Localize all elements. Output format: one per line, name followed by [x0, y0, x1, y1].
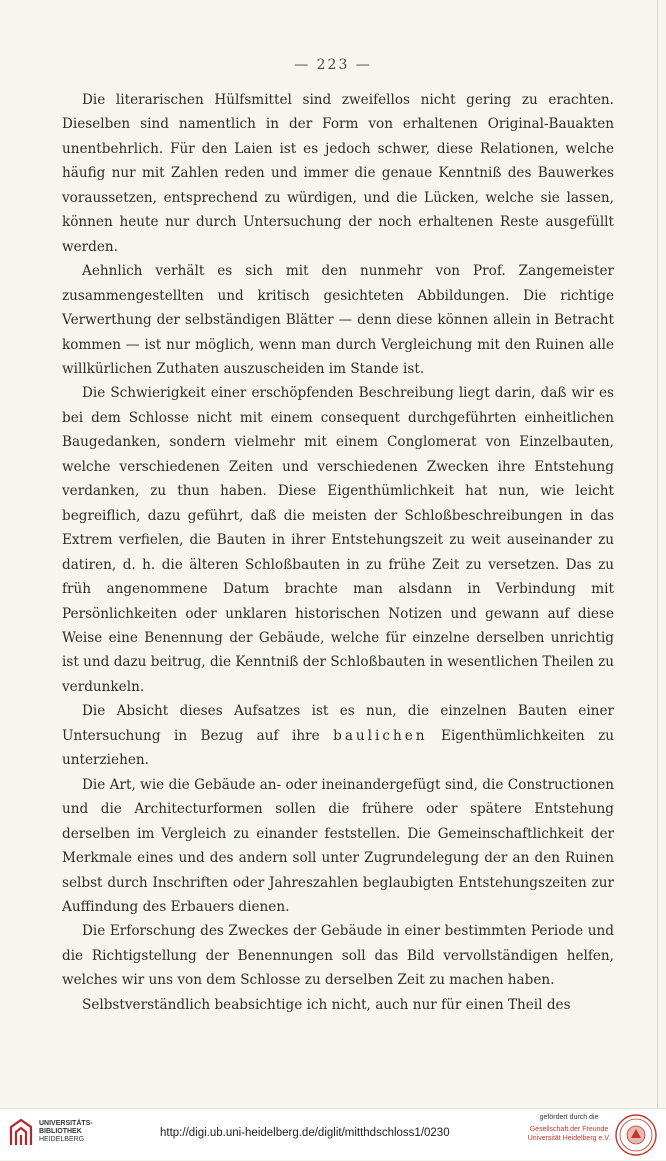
library-line-1: UNIVERSITÄTS-	[39, 1120, 93, 1127]
permalink-url[interactable]: http://digi.ub.uni-heidelberg.de/diglit/mitthdschloss1/0230	[160, 1127, 450, 1139]
paragraph-text: Die Schwierigkeit einer erschöpfenden Beschreibung liegt darin, daß wir es bei dem Schlosse nicht mit einem consequent durchgeführten einheitlichen Baugedanken, sondern vielmehr mit einem Conglomerat von Einzelbauten, welche verschiedenen Zeiten und verschiedenen Zwecken ihre Entstehung verdanken, zu thun haben. Diese Eigenthümlichkeit hat nun, wie leicht begreiflich, dazu geführt, daß die meisten der Schloßbeschreibungen in das Extrem verfielen, die Bauten in ihrer Entstehungszeit zu weit auseinander zu datiren, d. h. die älteren Schloßbauten in zu frühe Zeit zu versetzen. Das zu früh angenommene Datum brachte man alsdann in Verbindung mit Persönlichkeiten oder unklaren historischen Notizen und gewann auf diese Weise eine Benennung der Gebäude, welche für einzelne derselben unrichtig ist und dazu beitrug, die Kenntniß der Schloßbauten in wesentlichen Theilen zu verdunkeln.	[62, 385, 614, 695]
paragraph	[62, 699, 614, 772]
body-text	[62, 88, 614, 1017]
paragraph-text: Selbstverständlich beabsichtige ich nicht, auch nur für einen Theil des	[82, 996, 571, 1013]
paragraph	[62, 773, 614, 920]
sponsor-name-line-2: Universität Heidelberg e.V.	[527, 1134, 611, 1142]
paragraph	[62, 259, 614, 381]
paragraph	[62, 993, 614, 1017]
paragraph-text: Die Absicht dieses Aufsatzes ist es nun, die einzelnen Bauten einer Untersuchung in Bezug auf ihre	[62, 703, 614, 744]
sponsor-name-line-1: Gesellschaft der Freunde	[529, 1126, 609, 1133]
library-logo[interactable]	[8, 1117, 93, 1147]
sponsor-credit[interactable]	[524, 1114, 614, 1143]
page-number: — 223 —	[294, 57, 372, 73]
page-edge-shadow	[657, 0, 658, 1108]
university-seal-icon	[614, 1113, 658, 1161]
emphasized-word: baulichen	[333, 727, 428, 744]
paragraph-text: Aehnlich verhält es sich mit den nunmehr von Prof. Zangemeister zusammengestellten und kritisch gesichteten Abbildungen. Die richtige Verwerthung der selbständigen Blätter — denn diese können allein in Betracht kommen — ist nur möglich, wenn man durch Vergleichung mit den Ruinen alle willkürlichen Zuthaten auszuscheiden im Stande ist.	[62, 263, 614, 377]
paragraph	[62, 381, 614, 699]
library-line-2: BIBLIOTHEK	[39, 1128, 82, 1135]
paragraph	[62, 919, 614, 992]
paragraph-text: Die literarischen Hülfsmittel sind zweifellos nicht gering zu erachten. Dieselben sind namentlich in der Form von erhaltenen Original-Bauakten unentbehrlich. Für den Laien ist es jedoch schwer, diese Relationen, welche häufig nur mit Zahlen reden und immer die genaue Kenntniß des Bauwerkes voraussetzen, entsprechend zu würdigen, und die Lücken, welche sie lassen, können heute nur durch Untersuchung der noch erhaltenen Reste ausgefüllt werden.	[62, 92, 614, 255]
library-name	[39, 1120, 93, 1144]
paragraph-text: Eigenthümlichkeiten zu unterziehen.	[62, 727, 614, 769]
ub-heidelberg-logo-icon	[8, 1117, 34, 1147]
paragraph-text: Die Erforschung des Zweckes der Gebäude in einer bestimmten Periode und die Richtigstellung der Benennungen soll das Bild vervollständigen helfen, welches wir uns von dem Schlosse zu derselben Zeit zu machen haben.	[62, 923, 614, 989]
library-line-3: HEIDELBERG	[39, 1136, 85, 1143]
sponsor-prefix: gefördert durch die	[539, 1114, 599, 1121]
viewer-footer	[0, 1108, 666, 1160]
paragraph-text: Die Art, wie die Gebäude an- oder ineinandergefügt sind, die Constructionen und die Architecturformen sollen die frühere oder spätere Entstehung derselben im Vergleich zu einander feststellen. Die Gemeinschaftlichkeit der Merkmale eines und des andern soll unter Zugrundelegung der an den Ruinen selbst durch Inschriften oder Jahreszahlen beglaubigten Entstehungszeiten zur Auffindung des Erbauers dienen.	[62, 776, 614, 915]
paragraph	[62, 88, 614, 259]
